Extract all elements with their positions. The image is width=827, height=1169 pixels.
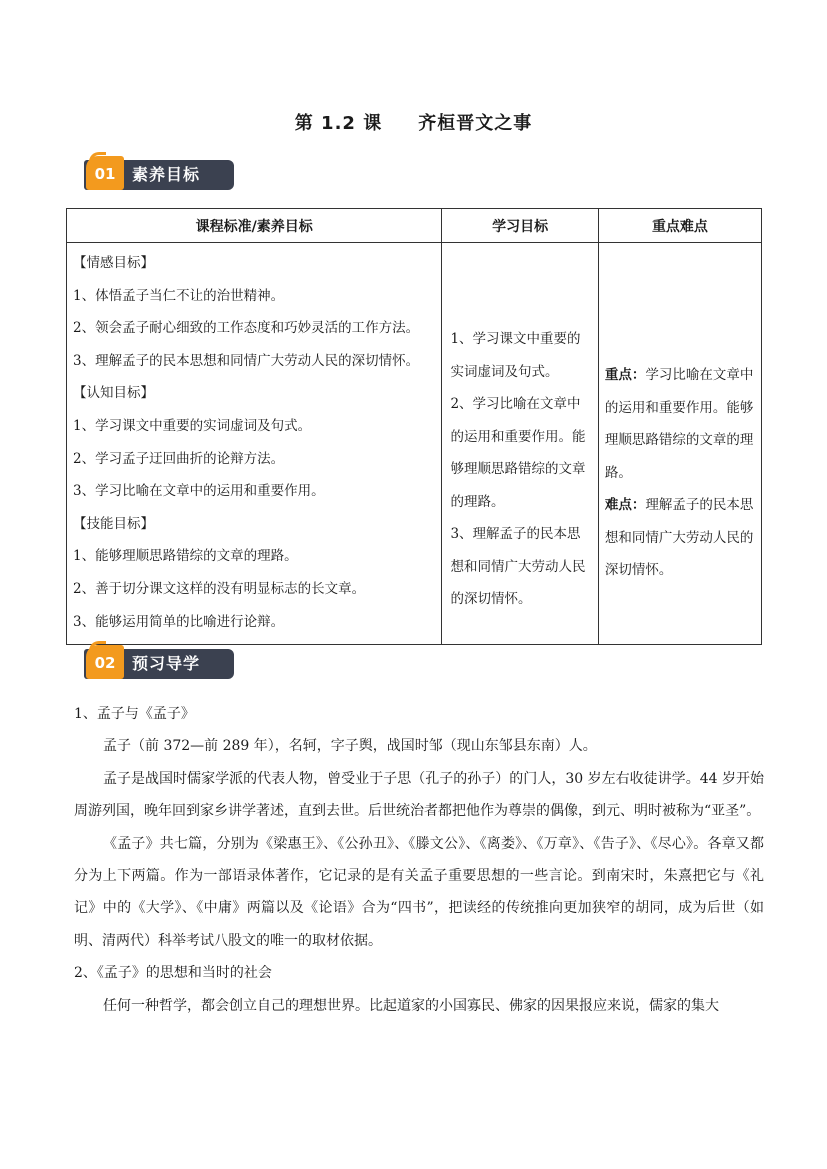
list-item: 3、理解孟子的民本思想和同情广大劳动人民的深切情怀。: [73, 352, 420, 369]
section-header-preview: [84, 645, 234, 681]
section-label: 素养目标: [132, 165, 201, 184]
key-point-text: 学习比喻在文章中的运用和重要作用。能够理顺思路错综的文章的理路。: [604, 367, 754, 481]
header-learning-goals: 学习目标: [442, 209, 598, 243]
goals-table: [66, 208, 762, 645]
list-item: 2、领会孟子耐心细致的工作态度和巧妙灵活的工作方法。: [73, 320, 420, 337]
section-header-goals: [84, 156, 234, 192]
list-item: 【情感目标】: [73, 255, 154, 271]
subheading: 2、《孟子》的思想和当时的社会: [74, 965, 272, 982]
list-item: 3、理解孟子的民本思想和同情广大劳动人民的深切情怀。: [450, 526, 586, 607]
list-item: 3、学习比喻在文章中的运用和重要作用。: [73, 483, 325, 500]
paragraph: 孟子（前 372—前 289 年），名轲，字子舆，战国时邹（现山东邹县东南）人。: [103, 738, 597, 755]
subheading: 1、孟子与《孟子》: [74, 706, 195, 722]
preview-body: [74, 698, 764, 1022]
key-points-cell: [598, 243, 761, 645]
list-item: 【认知目标】: [73, 385, 154, 402]
difficulty-label: 难点：: [604, 497, 646, 513]
list-item: 2、学习比喻在文章中的运用和重要作用。能够理顺思路错综的文章的理路。: [450, 396, 586, 510]
lesson-name: 齐桓晋文之事: [418, 113, 533, 134]
header-standards: 课程标准/素养目标: [67, 209, 442, 243]
list-item: 1、能够理顺思路错综的文章的理路。: [73, 548, 298, 565]
paragraph: 《孟子》共七篇，分别为《梁惠王》、《公孙丑》、《滕文公》、《离娄》、《万章》、《告子》、《尽心》。各章又都分为上下两篇。作为一部语录体著作，它记录的是有关孟子重要思想的一些言论。到南宋时，朱熹把它与《礼记》中的《大学》、《中庸》两篇以及《论语》合为“四书”，把读经的传统推向更加狭窄的胡同，成为后世（如明、清两代）科举考试八股文的唯一的取材依据。: [74, 835, 764, 949]
difficulty: [605, 489, 755, 587]
key-point: [605, 359, 755, 489]
difficulty-text: 理解孟子的民本思想和同情广大劳动人民的深切情怀。: [604, 497, 754, 578]
list-item: 2、学习孟子迂回曲折的论辩方法。: [73, 450, 285, 467]
paragraph: 任何一种哲学，都会创立自己的理想世界。比起道家的小国寡民、佛家的因果报应来说，儒家的集大: [103, 997, 719, 1014]
section-number: 02: [86, 645, 124, 679]
learning-goals-cell: [442, 243, 598, 645]
list-item: 1、学习课文中重要的实词虚词及句式。: [450, 331, 581, 380]
list-item: 1、体悟孟子当仁不让的治世精神。: [73, 287, 285, 304]
section-number: 01: [86, 156, 124, 190]
header-key-points: 重点难点: [598, 209, 761, 243]
paragraph: 孟子是战国时儒家学派的代表人物，曾受业于子思（孔子的孙子）的门人，30 岁左右收徒讲学。44 岁开始周游列国，晚年回到家乡讲学著述，直到去世。后世统治者都把他作为尊崇的偶像，到元、明时被称为“亚圣”。: [74, 770, 764, 820]
standards-cell: [67, 243, 442, 645]
key-point-label: 重点：: [604, 367, 646, 383]
lesson-number: 第 1.2 课: [294, 113, 383, 134]
list-item: 3、能够运用简单的比喻进行论辩。: [73, 613, 285, 630]
list-item: 2、善于切分课文这样的没有明显标志的长文章。: [73, 580, 366, 597]
section-label: 预习导学: [132, 654, 201, 673]
lesson-title: [0, 109, 827, 135]
list-item: 【技能目标】: [73, 515, 154, 532]
list-item: 1、学习课文中重要的实词虚词及句式。: [73, 417, 312, 434]
